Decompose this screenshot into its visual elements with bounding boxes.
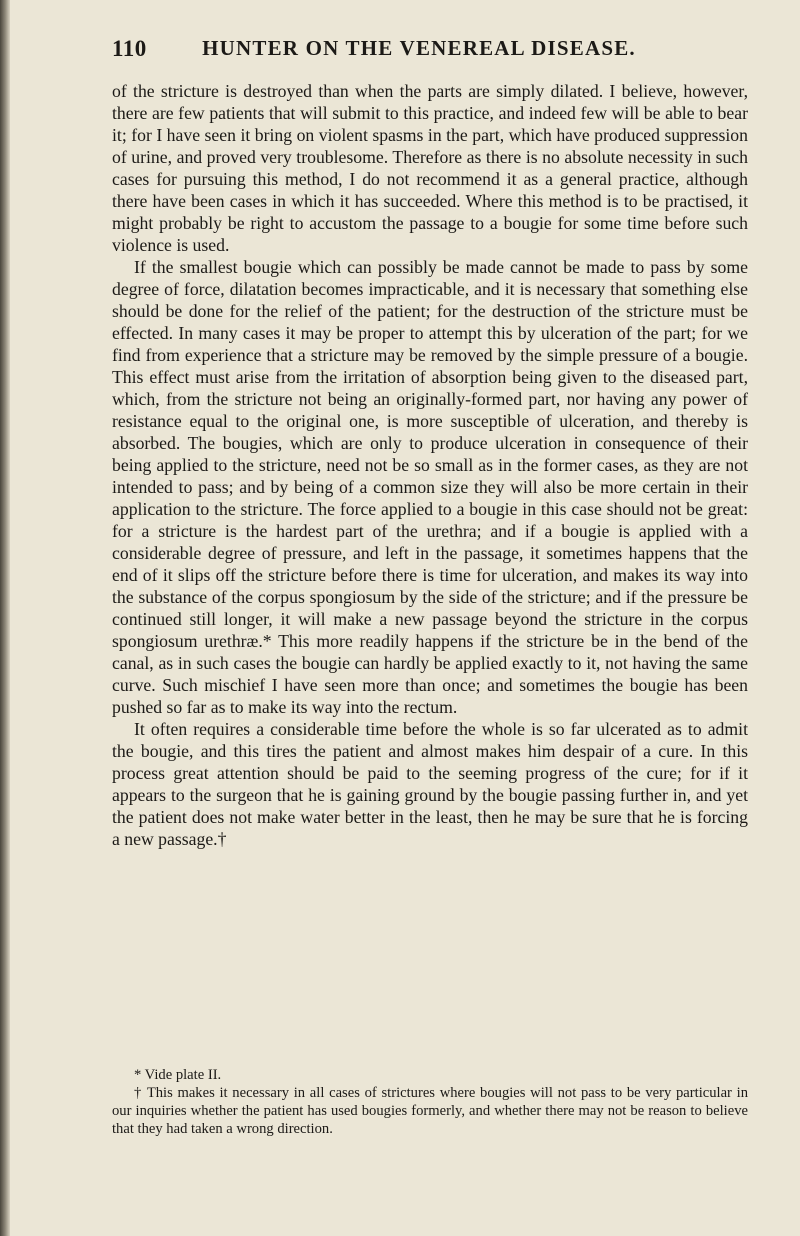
footnote-1: * Vide plate II.: [134, 1067, 222, 1083]
body-text: [112, 80, 748, 850]
page-header: [78, 36, 760, 62]
page-number: 110: [112, 36, 147, 61]
paragraph-1: of the stricture is destroyed than when the parts are simply dilated. I believe, however, there are few patients that will submit to this practice, and indeed few will be able to bear it; for I have seen it bring on violent spasms in the part, which have produced suppression of urine, and proved very troublesome. Therefore as there is no absolute necessity in such cases for pursuing this method, I do not recommend it as a general practice, although there have been cases in which it has succeeded. Where this method is to be practised, it might probably be right to accustom the passage to a bougie for some time before such violence is used.: [112, 81, 748, 255]
paragraph-3: It often requires a considerable time before the whole is so far ulcerated as to admit the bougie, and this tires the patient and almost makes him despair of a cure. In this process great attention should be paid to the seeming progress of the cure; for if it appears to the surgeon that he is gaining ground by the bougie passing further in, and yet the patient does not make water better in the least, then he may be sure that he is forcing a new passage.†: [112, 719, 748, 849]
book-spine-shadow: [0, 0, 10, 1236]
footnotes: [112, 1066, 748, 1138]
footnote-2: † This makes it necessary in all cases of strictures where bougies will not pass to be very particular in our inquiries whether the patient has used bougies formerly, and whether there may not be reason to believe that they had taken a wrong direction.: [112, 1085, 748, 1137]
paragraph-2: If the smallest bougie which can possibly be made cannot be made to pass by some degree of force, dilatation becomes impracticable, and it is necessary that something else should be done for the relief of the patient; for the destruction of the stricture must be effected. In many cases it may be proper to attempt this by ulceration of the part; for we find from experience that a stricture may be removed by the simple pressure of a bougie. This effect must arise from the irritation of absorption being given to the diseased part, which, from the stricture not being an originally-formed part, nor having any power of resistance equal to the original one, is more susceptible of ulceration, and thereby is absorbed. The bougies, which are only to produce ulceration in consequence of their being applied to the stricture, need not be so small as in the former cases, as they are not intended to pass; and by being of a common size they will also be more certain in their application to the stricture. The force applied to a bougie in this case should not be great: for a stricture is the hardest part of the urethra; and if a bougie is applied with a considerable degree of pressure, and left in the passage, it sometimes happens that the end of it slips off the stricture before there is time for ulceration, and makes its way into the substance of the corpus spongiosum by the side of the stricture; and if the pressure be continued still longer, it will make a new passage beyond the stricture in the corpus spongiosum urethræ.* This more readily happens if the stricture be in the bend of the canal, as in such cases the bougie can hardly be applied exactly to it, not having the same curve. Such mischief I have seen more than once; and sometimes the bougie has been pushed so far as to make its way into the rectum.: [112, 257, 748, 717]
running-head: HUNTER ON THE VENEREAL DISEASE.: [202, 36, 636, 60]
book-page: [78, 0, 760, 1236]
